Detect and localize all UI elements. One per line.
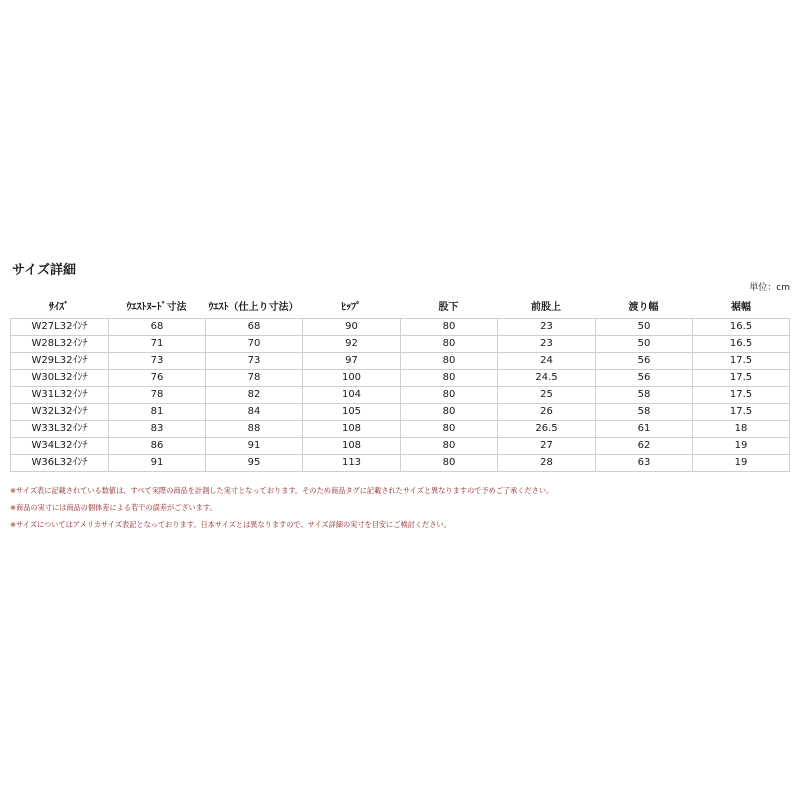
measurement-cell: 73 xyxy=(205,352,302,369)
size-cell: W31L32ｲﾝﾁ xyxy=(10,386,108,403)
unit-label: 単位：cm xyxy=(749,283,790,293)
measurement-cell: 56 xyxy=(595,352,692,369)
measurement-cell: 26.5 xyxy=(497,420,595,437)
measurement-cell: 80 xyxy=(400,403,497,420)
measurement-cell: 80 xyxy=(400,352,497,369)
measurement-cell: 68 xyxy=(108,318,205,335)
note-text: ※サイズ表に記載されている数値は、すべて実際の商品を計測した実寸となっております。そのため商品タグに記載されたサイズと異なりますので予めご了承ください。 xyxy=(10,486,554,495)
measurement-cell: 27 xyxy=(497,437,595,454)
measurement-cell: 80 xyxy=(400,454,497,472)
measurement-cell: 80 xyxy=(400,386,497,403)
table-row xyxy=(10,335,790,352)
measurement-cell: 80 xyxy=(400,318,497,335)
size-table xyxy=(10,297,790,472)
measurement-cell: 113 xyxy=(302,454,400,472)
table-row xyxy=(10,386,790,403)
size-cell: W29L32ｲﾝﾁ xyxy=(10,352,108,369)
table-row xyxy=(10,420,790,437)
measurement-cell: 19 xyxy=(692,454,790,472)
measurement-cell: 25 xyxy=(497,386,595,403)
measurement-cell: 62 xyxy=(595,437,692,454)
size-cell: W33L32ｲﾝﾁ xyxy=(10,420,108,437)
note-text: ※商品の実寸には商品の個体差による若干の誤差がございます。 xyxy=(10,503,217,512)
size-details-section xyxy=(10,262,790,533)
measurement-cell: 86 xyxy=(108,437,205,454)
measurement-cell: 88 xyxy=(205,420,302,437)
size-cell: W34L32ｲﾝﾁ xyxy=(10,437,108,454)
measurement-cell: 23 xyxy=(497,318,595,335)
column-header: ﾋｯﾌﾟ xyxy=(341,302,361,313)
table-row xyxy=(10,454,790,472)
column-header: ｳｴｽﾄ（仕上り寸法） xyxy=(208,302,299,313)
measurement-cell: 26 xyxy=(497,403,595,420)
measurement-cell: 91 xyxy=(108,454,205,472)
measurement-cell: 83 xyxy=(108,420,205,437)
measurement-cell: 58 xyxy=(595,386,692,403)
measurement-cell: 50 xyxy=(595,318,692,335)
size-cell: W28L32ｲﾝﾁ xyxy=(10,335,108,352)
size-cell: W27L32ｲﾝﾁ xyxy=(10,318,108,335)
measurement-cell: 16.5 xyxy=(692,318,790,335)
table-row xyxy=(10,369,790,386)
measurement-cell: 71 xyxy=(108,335,205,352)
measurement-cell: 78 xyxy=(205,369,302,386)
measurement-cell: 84 xyxy=(205,403,302,420)
column-header: 裾幅 xyxy=(731,302,751,313)
measurement-cell: 17.5 xyxy=(692,386,790,403)
measurement-cell: 17.5 xyxy=(692,369,790,386)
column-header: 渡り幅 xyxy=(628,302,659,313)
measurement-cell: 80 xyxy=(400,420,497,437)
measurement-cell: 70 xyxy=(205,335,302,352)
measurement-cell: 19 xyxy=(692,437,790,454)
note-text: ※サイズについてはアメリカサイズ表記となっております。日本サイズとは異なりますので、サイズ詳細の実寸を目安にご検討ください。 xyxy=(10,520,451,529)
size-cell: W32L32ｲﾝﾁ xyxy=(10,403,108,420)
measurement-cell: 24 xyxy=(497,352,595,369)
measurement-cell: 90 xyxy=(302,318,400,335)
measurement-cell: 80 xyxy=(400,437,497,454)
measurement-cell: 100 xyxy=(302,369,400,386)
measurement-cell: 68 xyxy=(205,318,302,335)
column-header: 股下 xyxy=(438,302,459,313)
size-cell: W36L32ｲﾝﾁ xyxy=(10,454,108,472)
measurement-cell: 28 xyxy=(497,454,595,472)
measurement-cell: 18 xyxy=(692,420,790,437)
measurement-cell: 108 xyxy=(302,420,400,437)
column-header: ｻｲｽﾞ xyxy=(49,302,69,313)
column-header: ｳｴｽﾄﾇｰﾄﾞ寸法 xyxy=(126,302,187,313)
measurement-cell: 80 xyxy=(400,335,497,352)
measurement-cell: 80 xyxy=(400,369,497,386)
measurement-cell: 16.5 xyxy=(692,335,790,352)
notes-list xyxy=(10,482,790,533)
section-title: サイズ詳細 xyxy=(12,263,76,278)
measurement-cell: 58 xyxy=(595,403,692,420)
table-body xyxy=(10,318,790,472)
measurement-cell: 108 xyxy=(302,437,400,454)
measurement-cell: 17.5 xyxy=(692,403,790,420)
measurement-cell: 61 xyxy=(595,420,692,437)
measurement-cell: 78 xyxy=(108,386,205,403)
measurement-cell: 81 xyxy=(108,403,205,420)
table-row xyxy=(10,437,790,454)
measurement-cell: 82 xyxy=(205,386,302,403)
table-row xyxy=(10,352,790,369)
measurement-cell: 50 xyxy=(595,335,692,352)
table-row xyxy=(10,403,790,420)
measurement-cell: 24.5 xyxy=(497,369,595,386)
measurement-cell: 73 xyxy=(108,352,205,369)
measurement-cell: 76 xyxy=(108,369,205,386)
column-header: 前股上 xyxy=(531,302,561,313)
measurement-cell: 92 xyxy=(302,335,400,352)
measurement-cell: 91 xyxy=(205,437,302,454)
measurement-cell: 95 xyxy=(205,454,302,472)
measurement-cell: 63 xyxy=(595,454,692,472)
measurement-cell: 56 xyxy=(595,369,692,386)
measurement-cell: 104 xyxy=(302,386,400,403)
measurement-cell: 105 xyxy=(302,403,400,420)
measurement-cell: 17.5 xyxy=(692,352,790,369)
size-cell: W30L32ｲﾝﾁ xyxy=(10,369,108,386)
table-header-row xyxy=(10,297,790,318)
measurement-cell: 97 xyxy=(302,352,400,369)
table-row xyxy=(10,318,790,335)
measurement-cell: 23 xyxy=(497,335,595,352)
